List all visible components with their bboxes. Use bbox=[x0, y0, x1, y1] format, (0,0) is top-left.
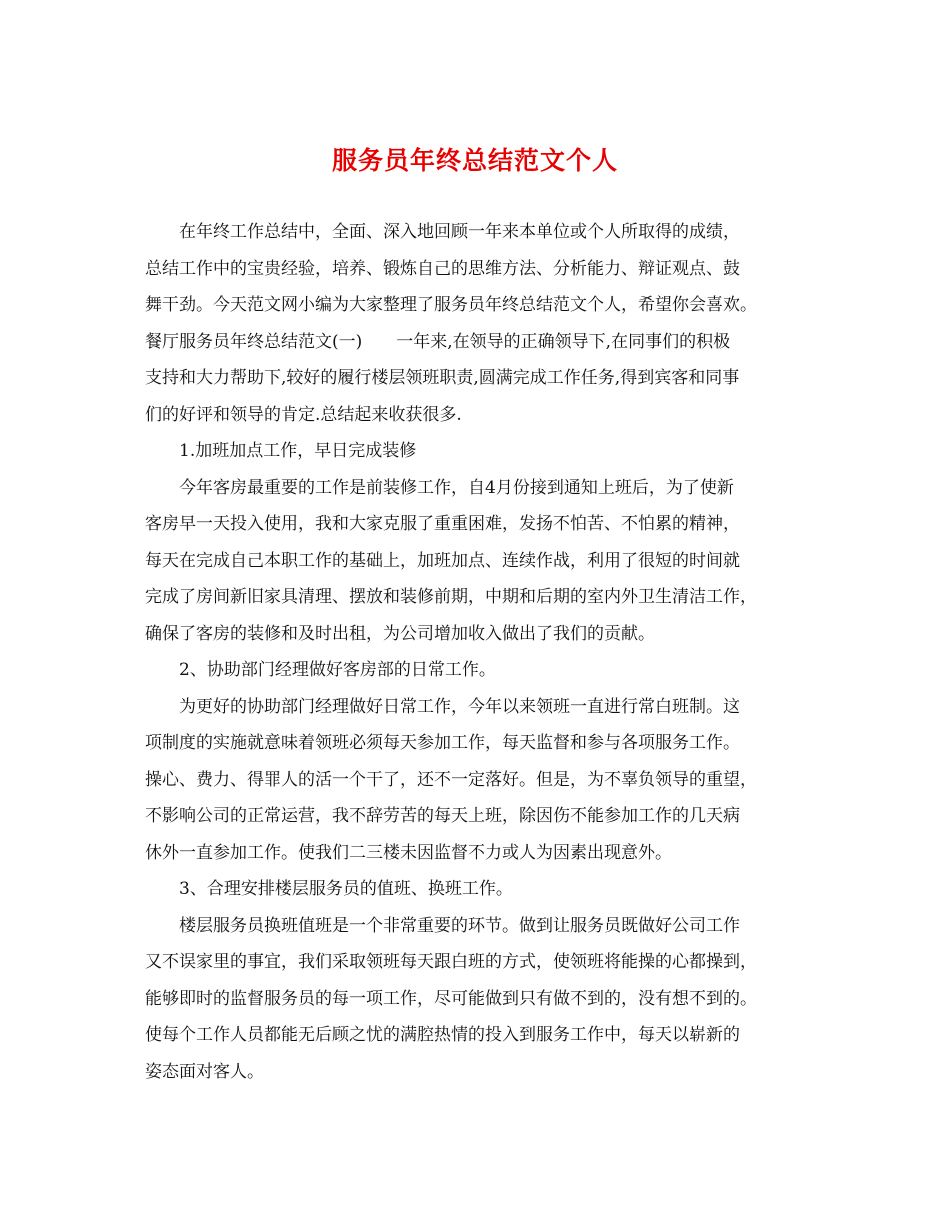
body-line: 餐厅服务员年终总结范文(一) 一年来,在领导的正确领导下,在同事们的积极 bbox=[145, 331, 731, 352]
document-title: 服务员年终总结范文个人 bbox=[331, 146, 618, 175]
body-line: 不影响公司的正常运营，我不辞劳苦的每天上班，除因伤不能参加工作的几天病 bbox=[145, 806, 740, 826]
body-line: 休外一直参加工作。使我们二三楼未因监督不力或人为因素出现意外。 bbox=[145, 842, 672, 863]
body-line: 客房早一天投入使用，我和大家克服了重重困难，发扬不怕苦、不怕累的精神， bbox=[145, 514, 740, 534]
body-line: 能够即时的监督服务员的每一项工作，尽可能做到只有做不到的，没有想不到的。 bbox=[145, 988, 757, 1009]
body-line: 舞干劲。今天范文网小编为大家整理了服务员年终总结范文个人，希望你会喜欢。 bbox=[145, 295, 757, 315]
body-line: 每天在完成自己本职工作的基础上，加班加点、连续作战，利用了很短的时间就 bbox=[145, 550, 740, 571]
body-line: 操心、费力、得罪人的活一个干了，还不一定落好。但是，为不辜负领导的重望， bbox=[145, 769, 757, 790]
body-line: 今年客房最重要的工作是前装修工作，自4月份接到通知上班后，为了使新 bbox=[179, 477, 734, 498]
body-line: 楼层服务员换班值班是一个非常重要的环节。做到让服务员既做好公司工作 bbox=[179, 915, 740, 936]
body-line: 2、协助部门经理做好客房部的日常工作。 bbox=[179, 660, 496, 680]
body-line: 支持和大力帮助下,较好的履行楼层领班职责,圆满完成工作任务,得到宾客和同事 bbox=[145, 368, 740, 388]
body-line: 姿态面对客人。 bbox=[145, 1061, 264, 1082]
body-line: 项制度的实施就意味着领班必须每天参加工作，每天监督和参与各项服务工作。 bbox=[145, 733, 740, 753]
body-line: 在年终工作总结中，全面、深入地回顾一年来本单位或个人所取得的成绩， bbox=[179, 222, 740, 242]
body-line: 完成了房间新旧家具清理、摆放和装修前期，中期和后期的室内外卫生清洁工作， bbox=[145, 587, 757, 607]
body-line: 们的好评和领导的肯定.总结起来收获很多. bbox=[145, 404, 462, 425]
body-line: 又不误家里的事宜，我们采取领班每天跟白班的方式，使领班将能操的心都操到， bbox=[145, 952, 757, 972]
body-line: 使每个工作人员都能无后顾之忧的满腔热情的投入到服务工作中，每天以崭新的 bbox=[145, 1025, 740, 1045]
document-body bbox=[145, 214, 810, 1090]
body-line: 确保了客房的装修和及时出租，为公司增加收入做出了我们的贡献。 bbox=[145, 623, 655, 644]
body-line: 3、合理安排楼层服务员的值班、换班工作。 bbox=[179, 879, 513, 899]
body-line: 为更好的协助部门经理做好日常工作，今年以来领班一直进行常白班制。这 bbox=[179, 696, 740, 717]
body-line: 总结工作中的宝贵经验，培养、锻炼自己的思维方法、分析能力、辩证观点、鼓 bbox=[145, 258, 740, 279]
body-line: 1.加班加点工作，早日完成装修 bbox=[179, 441, 417, 461]
